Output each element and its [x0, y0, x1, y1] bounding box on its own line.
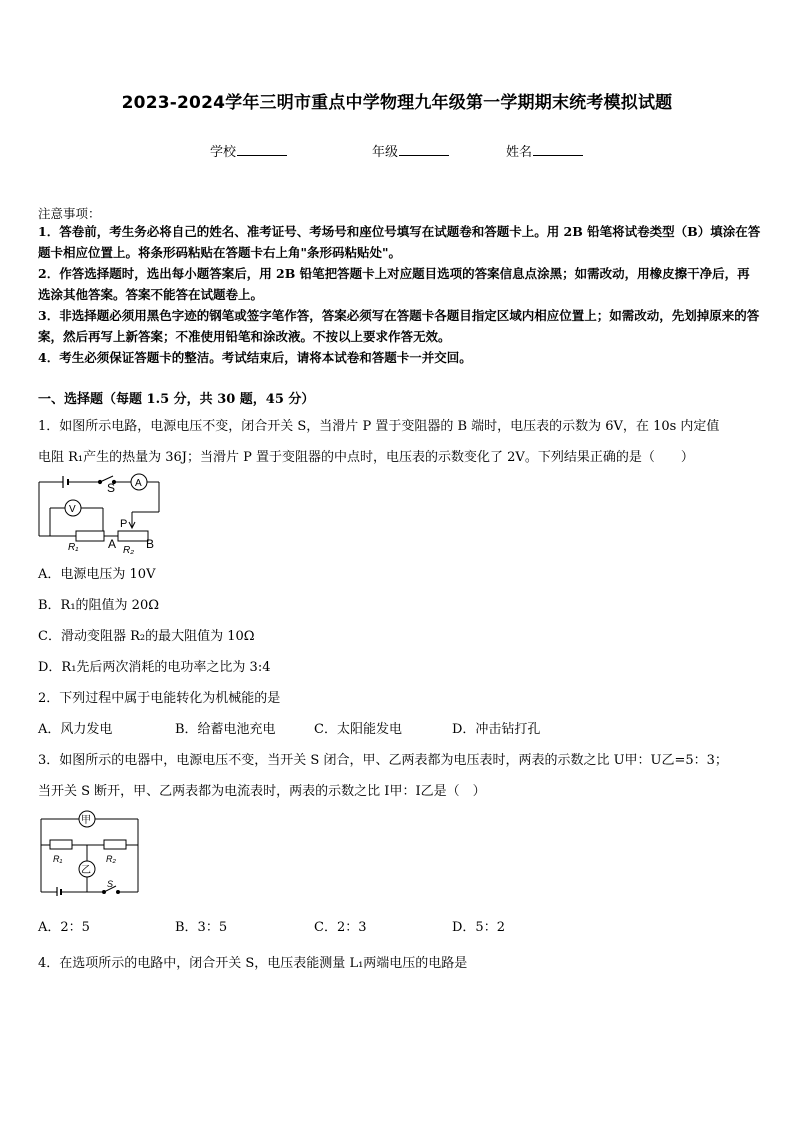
grade-label: 年级	[372, 145, 399, 160]
q3-option-a[interactable]: A．2：5	[38, 920, 90, 935]
q1-r1-label: R₁	[68, 542, 79, 553]
q3-stem-line1: 3．如图所示的电器中，电源电压不变，当开关 S 闭合，甲、乙两表都为电压表时，两表的示数之比 U甲：U乙=5：3；	[38, 753, 728, 768]
notice-heading: 注意事项：	[38, 206, 101, 221]
q3-switch-label: S	[107, 879, 114, 889]
name-blank[interactable]	[533, 144, 583, 156]
notice-item-1: 1．答卷前，考生务必将自己的姓名、准考证号、考场号和座位号填写在试题卷和答题卡上。用 2B 铅笔将试卷类型（B）填涂在答题卡相应位置上。将条形码粘贴在答题卡右上角"条形码粘贴处"。	[38, 224, 761, 260]
q1-stem-line1: 1．如图所示电路，电源电压不变，闭合开关 S，当滑片 P 置于变阻器的 B 端时，电压表的示数为 6V，在 10s 内定值	[38, 419, 720, 434]
q3-meter-top-label: 甲	[81, 815, 91, 826]
q1-circuit-diagram	[36, 470, 166, 555]
school-blank[interactable]	[237, 144, 287, 156]
q3-r1-label: R₁	[53, 854, 63, 864]
q3-r2-label: R₂	[106, 854, 116, 864]
q1-end-a-label: A	[108, 537, 117, 551]
name-field[interactable]	[506, 141, 583, 160]
q4-stem: 4．在选项所示的电路中，闭合开关 S，电压表能测量 L₁两端电压的电路是	[38, 956, 468, 971]
q1-option-a[interactable]: A．电源电压为 10V	[38, 567, 156, 582]
q1-option-c[interactable]: C．滑动变阻器 R₂的最大阻值为 10Ω	[38, 629, 255, 644]
notice-item-3: 3．非选择题必须用黑色字迹的钢笔或签字笔作答，答案必须写在答题卡各题目指定区域内相应位置上；如需改动，先划掉原来的答案，然后再写上新答案；不准使用铅笔和涂改液。不按以上要求作答无效。	[38, 308, 760, 344]
q1-stem-line2: 电阻 R₁产生的热量为 36J；当滑片 P 置于变阻器的中点时，电压表的示数变化了 2V。下列结果正确的是（ ）	[38, 450, 694, 465]
q2-option-a[interactable]: A．风力发电	[38, 722, 113, 737]
grade-field[interactable]	[372, 141, 449, 160]
name-label: 姓名	[506, 145, 533, 160]
q1-option-d[interactable]: D．R₁先后两次消耗的电功率之比为 3:4	[38, 660, 271, 675]
q1-voltmeter-label: V	[69, 504, 76, 515]
notice-item-4: 4．考生必须保证答题卡的整洁。考试结束后，请将本试卷和答题卡一并交回。	[38, 350, 472, 365]
q1-option-b[interactable]: B．R₁的阻值为 20Ω	[38, 598, 160, 613]
q3-meter-mid-label: 乙	[81, 865, 91, 876]
q3-circuit-diagram	[36, 808, 146, 896]
q3-option-c[interactable]: C．2：3	[314, 920, 367, 935]
q1-switch-label: S	[107, 481, 116, 495]
q3-option-d[interactable]: D．5：2	[452, 920, 505, 935]
q2-option-d[interactable]: D．冲击钻打孔	[452, 722, 541, 737]
q3-option-b[interactable]: B．3：5	[175, 920, 228, 935]
q1-r2-label: R₂	[123, 545, 135, 555]
page-title: 2023-2024学年三明市重点中学物理九年级第一学期期末统考模拟试题	[121, 93, 673, 113]
q2-option-c[interactable]: C．太阳能发电	[314, 722, 402, 737]
grade-blank[interactable]	[399, 144, 449, 156]
notice-item-2: 2．作答选择题时，选出每小题答案后，用 2B 铅笔把答题卡上对应题目选项的答案信息点涂黑；如需改动，用橡皮擦干净后，再选涂其他答案。答案不能答在试题卷上。	[38, 266, 750, 302]
school-field[interactable]	[210, 141, 287, 160]
q2-stem: 2．下列过程中属于电能转化为机械能的是	[38, 691, 281, 706]
q1-slider-label: P	[120, 518, 128, 530]
q1-ammeter-label: A	[135, 478, 142, 489]
q2-option-b[interactable]: B．给蓄电池充电	[175, 722, 276, 737]
section-heading: 一、选择题（每题 1.5 分，共 30 题，45 分）	[38, 392, 315, 407]
school-label: 学校	[210, 145, 237, 160]
q3-stem-line2: 当开关 S 断开，甲、乙两表都为电流表时，两表的示数之比 I甲：I乙是（ ）	[38, 784, 486, 799]
q1-end-b-label: B	[146, 537, 155, 551]
